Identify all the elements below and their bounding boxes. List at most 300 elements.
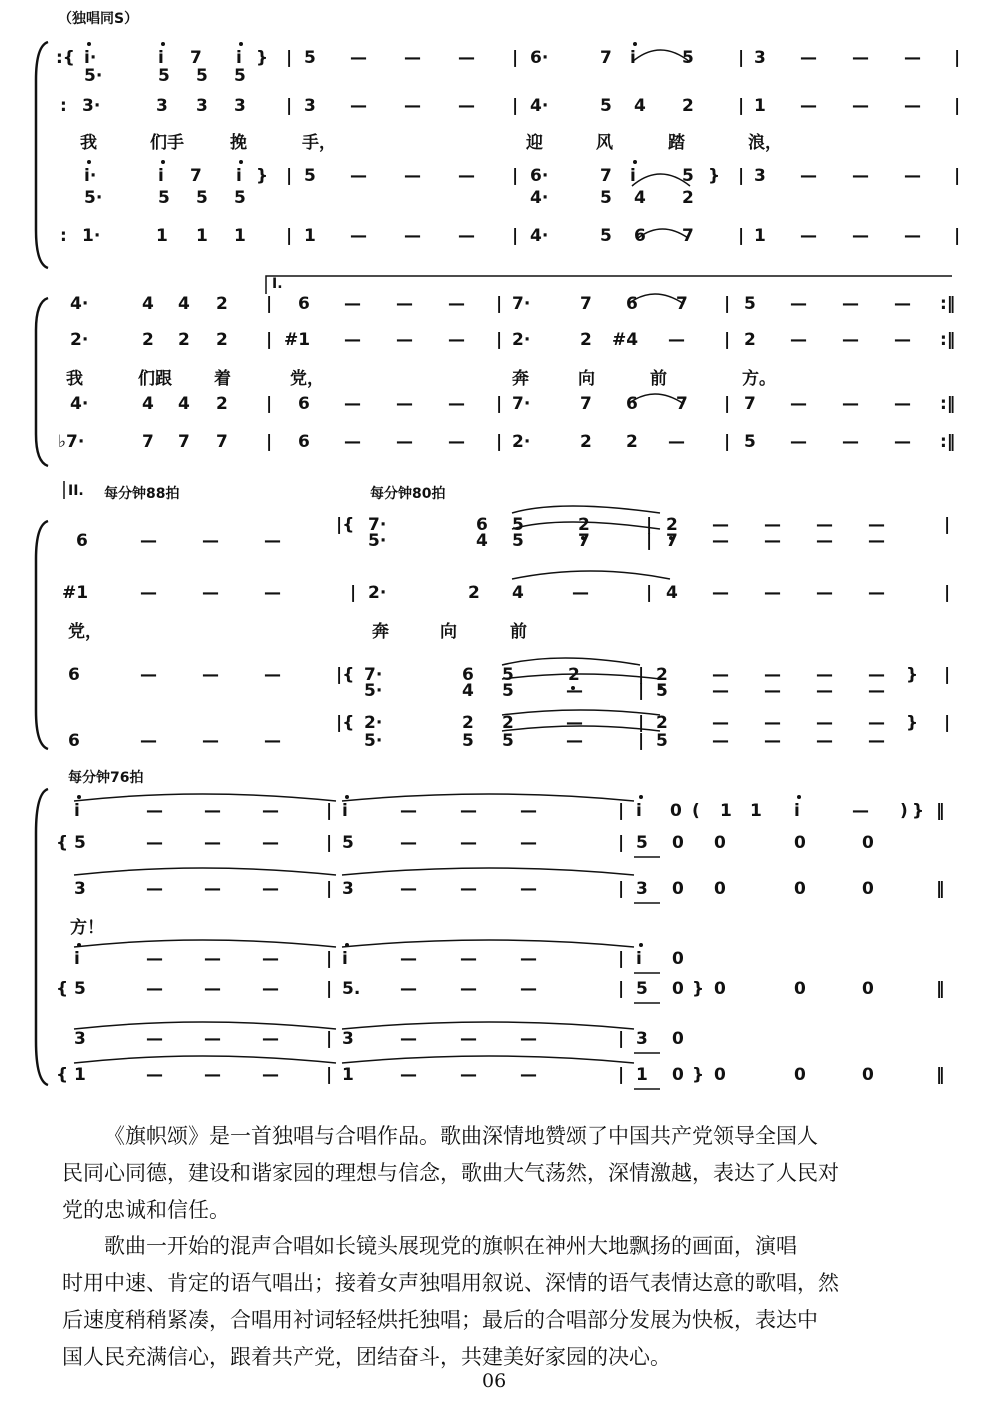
- score-token: 3: [754, 166, 766, 186]
- lyric: 党，: [68, 622, 102, 642]
- score-token: 5: [342, 833, 354, 853]
- score-token: 6: [298, 394, 310, 414]
- score-token: |: [646, 531, 653, 551]
- score-token: —: [852, 166, 869, 186]
- lyric: 方。: [742, 369, 776, 389]
- score-token: —: [400, 801, 417, 821]
- tempo-88: 每分钟88拍: [104, 486, 180, 502]
- score-token: |: [512, 166, 519, 186]
- score-token: |: [496, 330, 503, 350]
- score-token: 2: [656, 665, 668, 685]
- score-token: :: [60, 226, 67, 246]
- page-number: 06: [482, 1370, 507, 1392]
- score-token: 4·: [70, 294, 89, 314]
- score-token: 5: [234, 66, 246, 86]
- score-token: 5: [600, 188, 612, 208]
- score-token: |{: [336, 665, 355, 685]
- para2-line: 时用中速、肯定的语气唱出；接着女声独唱用叙说、深情的语气表情达意的歌唱，然: [62, 1271, 839, 1295]
- score-token: #4: [612, 330, 639, 350]
- para1-line: 民同心同德，建设和谐家园的理想与信念，歌曲大气荡然，深情激越，表达了人民对: [62, 1161, 839, 1185]
- score-token: 4: [178, 294, 190, 314]
- score-token: }: [906, 713, 919, 733]
- score-token: —: [262, 1029, 279, 1049]
- score-token: —: [868, 583, 885, 603]
- score-token: 4·: [530, 96, 549, 116]
- score-token: —: [904, 226, 921, 246]
- score-token: —: [400, 1029, 417, 1049]
- score-token: |: [286, 48, 293, 68]
- score-token: 4: [666, 583, 678, 603]
- score-token: 2·: [70, 330, 89, 350]
- score-token: 3: [234, 96, 246, 116]
- score-token: }: [692, 979, 705, 999]
- score-token: 1: [754, 96, 766, 116]
- score-token: |: [646, 583, 653, 603]
- score-token: —: [146, 833, 163, 853]
- description-paragraph-2: [62, 1228, 942, 1376]
- score-token: i·: [84, 166, 97, 186]
- score-token: —: [350, 48, 367, 68]
- score-token: —: [350, 166, 367, 186]
- score-token: 0: [672, 979, 684, 999]
- score-token: —: [842, 330, 859, 350]
- score-token: 0: [794, 879, 806, 899]
- score-token: 4: [512, 583, 524, 603]
- score-token: 5: [74, 833, 86, 853]
- score-token: —: [800, 226, 817, 246]
- lyric: 迎: [526, 133, 543, 153]
- score-token: 5: [682, 166, 694, 186]
- score-token: |: [738, 226, 745, 246]
- score-token: —: [204, 1065, 221, 1085]
- score-token: —: [202, 731, 219, 751]
- score-token: —: [712, 583, 729, 603]
- score-token: 4: [142, 294, 154, 314]
- score-token: i: [630, 48, 636, 68]
- system-1-slurs: [0, 0, 992, 270]
- score-token: —: [764, 583, 781, 603]
- score-token: 5: [158, 188, 170, 208]
- score-token: 2: [216, 394, 228, 414]
- score-token: —: [800, 166, 817, 186]
- score-token: 5: [196, 188, 208, 208]
- score-token: 7: [578, 531, 590, 551]
- score-token: 1: [750, 801, 762, 821]
- lyric: 我: [66, 369, 83, 389]
- lyric: 奔: [372, 622, 389, 642]
- score-token: —: [204, 801, 221, 821]
- score-token: —: [400, 879, 417, 899]
- score-token: 1: [720, 801, 732, 821]
- score-token: 1: [304, 226, 316, 246]
- score-token: —: [262, 801, 279, 821]
- score-token: —: [458, 48, 475, 68]
- score-token: |: [724, 294, 731, 314]
- score-token: 2: [216, 294, 228, 314]
- score-token: —: [904, 96, 921, 116]
- score-token: 0: [714, 879, 726, 899]
- score-token: —: [712, 665, 729, 685]
- score-token: —: [458, 166, 475, 186]
- score-token: —: [140, 665, 157, 685]
- score-token: —: [816, 531, 833, 551]
- score-token: |: [944, 665, 951, 685]
- score-token: (: [692, 801, 700, 821]
- score-token: |: [266, 294, 273, 314]
- score-token: —: [764, 531, 781, 551]
- score-token: }: [906, 665, 919, 685]
- score-token: —: [204, 1029, 221, 1049]
- score-token: }: [256, 48, 269, 68]
- score-token: 5: [682, 48, 694, 68]
- score-token: —: [520, 833, 537, 853]
- score-token: :‖: [940, 330, 956, 350]
- score-token: 5·: [84, 66, 103, 86]
- score-token: —: [460, 833, 477, 853]
- score-token: —: [404, 48, 421, 68]
- score-token: 7: [676, 294, 688, 314]
- score-token: |: [724, 394, 731, 414]
- score-token: :‖: [940, 432, 956, 452]
- score-token: —: [448, 330, 465, 350]
- score-token: —: [852, 226, 869, 246]
- score-token: —: [904, 166, 921, 186]
- score-token: |: [266, 330, 273, 350]
- score-token: —: [458, 226, 475, 246]
- score-token: |: [944, 583, 951, 603]
- score-token: —: [146, 1029, 163, 1049]
- volta-2-label: II.: [68, 483, 84, 499]
- score-token: ‖: [936, 1065, 945, 1085]
- score-token: —: [894, 330, 911, 350]
- score-token: 5: [502, 731, 514, 751]
- score-token: ): [900, 801, 908, 821]
- score-token: —: [400, 949, 417, 969]
- score-token: |: [954, 96, 961, 116]
- score-system-2: [0, 270, 992, 475]
- score-token: —: [404, 166, 421, 186]
- lyric: 向: [578, 369, 595, 389]
- score-token: ‖: [936, 979, 945, 999]
- score-token: 2: [682, 188, 694, 208]
- score-token: —: [566, 731, 583, 751]
- score-token: —: [852, 48, 869, 68]
- score-token: 4·: [70, 394, 89, 414]
- score-token: —: [146, 949, 163, 969]
- score-token: |: [326, 879, 333, 899]
- score-token: —: [816, 713, 833, 733]
- score-token: 7·: [364, 665, 383, 685]
- score-token: —: [400, 979, 417, 999]
- score-token: —: [852, 801, 869, 821]
- score-token: 6: [76, 531, 88, 551]
- score-token: i: [74, 801, 80, 821]
- score-token: —: [894, 294, 911, 314]
- score-token: {: [56, 1065, 69, 1085]
- score-token: 5.: [342, 979, 361, 999]
- score-token: —: [448, 394, 465, 414]
- score-token: 0: [672, 949, 684, 969]
- score-token: ‖: [936, 801, 945, 821]
- score-token: —: [460, 1029, 477, 1049]
- score-token: 5: [512, 515, 524, 535]
- score-token: 5: [636, 979, 648, 999]
- score-token: 0: [672, 879, 684, 899]
- score-token: |: [326, 801, 333, 821]
- score-token: 5: [656, 681, 668, 701]
- lyric: 奔: [512, 369, 529, 389]
- lyric: 着: [214, 369, 231, 389]
- score-token: 7: [190, 48, 202, 68]
- score-token: 4: [634, 96, 646, 116]
- score-token: —: [904, 48, 921, 68]
- score-token: —: [816, 731, 833, 751]
- score-token: —: [262, 879, 279, 899]
- score-token: —: [764, 665, 781, 685]
- score-token: |{: [336, 713, 355, 733]
- score-token: 2: [178, 330, 190, 350]
- score-token: |: [724, 330, 731, 350]
- score-token: |: [954, 48, 961, 68]
- lyric: 风: [596, 133, 613, 153]
- score-token: 2: [626, 432, 638, 452]
- score-token: —: [868, 665, 885, 685]
- score-token: 7: [190, 166, 202, 186]
- score-token: 7: [682, 226, 694, 246]
- score-token: |: [954, 166, 961, 186]
- score-token: |: [618, 833, 625, 853]
- score-token: 5: [196, 66, 208, 86]
- score-token: i: [236, 166, 242, 186]
- score-token: 5: [744, 294, 756, 314]
- score-token: |: [496, 432, 503, 452]
- score-token: 7·: [368, 515, 387, 535]
- score-token: 5: [234, 188, 246, 208]
- score-token: 1·: [82, 226, 101, 246]
- system-4-ties: [0, 765, 992, 1095]
- score-token: 3: [342, 1029, 354, 1049]
- score-token: —: [460, 1065, 477, 1085]
- score-token: 0: [714, 979, 726, 999]
- score-token: —: [764, 681, 781, 701]
- score-token: —: [712, 681, 729, 701]
- score-token: —: [202, 665, 219, 685]
- score-token: 3: [196, 96, 208, 116]
- score-system-3: [0, 475, 992, 765]
- score-token: —: [520, 879, 537, 899]
- score-token: {: [56, 979, 69, 999]
- score-token: —: [800, 48, 817, 68]
- score-token: —: [520, 1065, 537, 1085]
- score-token: |: [286, 166, 293, 186]
- score-token: —: [344, 294, 361, 314]
- score-token: |: [954, 226, 961, 246]
- score-token: |: [286, 226, 293, 246]
- score-token: —: [264, 531, 281, 551]
- score-token: —: [520, 949, 537, 969]
- tempo-80: 每分钟80拍: [370, 486, 446, 502]
- score-token: 2: [656, 713, 668, 733]
- score-token: 5: [304, 166, 316, 186]
- score-token: |{: [336, 515, 355, 535]
- score-token: —: [262, 1065, 279, 1085]
- score-token: 3: [342, 879, 354, 899]
- score-token: |: [618, 979, 625, 999]
- score-token: 7: [178, 432, 190, 452]
- score-token: —: [140, 731, 157, 751]
- score-token: —: [146, 979, 163, 999]
- score-token: 6: [476, 515, 488, 535]
- score-token: 0: [862, 979, 874, 999]
- description-paragraph-1: [62, 1118, 942, 1229]
- score-token: 6·: [530, 166, 549, 186]
- score-token: —: [448, 294, 465, 314]
- score-token: 5: [502, 681, 514, 701]
- score-token: 5: [74, 979, 86, 999]
- score-token: i: [636, 801, 642, 821]
- score-token: 4·: [530, 188, 549, 208]
- score-token: #1: [284, 330, 311, 350]
- score-token: |: [266, 432, 273, 452]
- score-token: 7: [600, 48, 612, 68]
- score-token: —: [520, 801, 537, 821]
- score-token: —: [146, 1065, 163, 1085]
- score-token: 5·: [84, 188, 103, 208]
- score-token: 0: [714, 1065, 726, 1085]
- score-token: —: [204, 949, 221, 969]
- score-token: 4: [142, 394, 154, 414]
- score-token: —: [764, 713, 781, 733]
- score-token: —: [146, 879, 163, 899]
- score-token: —: [146, 801, 163, 821]
- score-token: —: [712, 531, 729, 551]
- score-token: |: [638, 713, 645, 733]
- score-token: 6·: [530, 48, 549, 68]
- score-token: 0: [862, 833, 874, 853]
- score-token: 1: [342, 1065, 354, 1085]
- score-token: |: [326, 949, 333, 969]
- score-token: 7: [580, 294, 592, 314]
- score-token: 3: [156, 96, 168, 116]
- score-token: 0: [670, 801, 682, 821]
- score-token: 7: [676, 394, 688, 414]
- score-token: |: [738, 166, 745, 186]
- score-token: 0: [672, 1029, 684, 1049]
- score-token: 3: [636, 1029, 648, 1049]
- score-token: |: [638, 681, 645, 701]
- score-token: 0: [672, 1065, 684, 1085]
- score-token: 2·: [512, 432, 531, 452]
- score-token: —: [712, 713, 729, 733]
- score-token: 5: [304, 48, 316, 68]
- score-token: 0: [794, 979, 806, 999]
- score-token: |: [512, 96, 519, 116]
- score-token: 6: [626, 294, 638, 314]
- score-token: —: [800, 96, 817, 116]
- score-token: }: [912, 801, 925, 821]
- score-token: |: [326, 1029, 333, 1049]
- score-token: |: [738, 96, 745, 116]
- score-token: i: [630, 166, 636, 186]
- score-token: |: [350, 583, 357, 603]
- score-token: —: [458, 96, 475, 116]
- score-token: i: [158, 166, 164, 186]
- score-token: —: [350, 226, 367, 246]
- score-token: —: [668, 330, 685, 350]
- score-token: —: [842, 432, 859, 452]
- score-token: |: [944, 515, 951, 535]
- score-token: |: [618, 949, 625, 969]
- score-token: —: [572, 583, 589, 603]
- score-token: 1: [636, 1065, 648, 1085]
- score-token: —: [816, 515, 833, 535]
- lyric: 我: [80, 133, 97, 153]
- score-token: 2: [744, 330, 756, 350]
- system-3-ties: [0, 475, 992, 765]
- para2-line: 国人民充满信心，跟着共产党，团结奋斗，共建美好家园的决心。: [62, 1345, 671, 1369]
- lyric: 前: [510, 622, 527, 642]
- score-token: |: [618, 1065, 625, 1085]
- score-token: ‖: [936, 879, 945, 899]
- score-token: 0: [862, 879, 874, 899]
- score-token: —: [460, 979, 477, 999]
- score-token: —: [202, 583, 219, 603]
- score-token: —: [264, 665, 281, 685]
- score-token: —: [262, 833, 279, 853]
- score-token: 2: [462, 713, 474, 733]
- score-token: 3: [754, 48, 766, 68]
- score-token: 7: [216, 432, 228, 452]
- score-token: |: [944, 713, 951, 733]
- score-token: 5·: [364, 731, 383, 751]
- score-token: 1: [156, 226, 168, 246]
- score-token: —: [460, 949, 477, 969]
- score-token: ♭7·: [58, 432, 85, 452]
- score-token: —: [520, 1029, 537, 1049]
- score-token: 5: [502, 665, 514, 685]
- score-token: 7: [580, 394, 592, 414]
- score-token: }: [692, 1065, 705, 1085]
- score-token: —: [868, 515, 885, 535]
- score-token: —: [264, 731, 281, 751]
- score-token: |: [326, 833, 333, 853]
- score-token: —: [566, 681, 583, 701]
- score-token: i: [158, 48, 164, 68]
- score-token: 2: [502, 713, 514, 733]
- score-token: —: [668, 432, 685, 452]
- score-token: |: [738, 48, 745, 68]
- score-token: 2·: [368, 583, 387, 603]
- score-token: 4·: [530, 226, 549, 246]
- score-token: 4: [476, 531, 488, 551]
- score-token: —: [262, 979, 279, 999]
- score-system-1: [0, 0, 992, 270]
- score-token: 2: [578, 515, 590, 535]
- score-token: —: [764, 731, 781, 751]
- score-token: —: [400, 1065, 417, 1085]
- score-token: |: [638, 731, 645, 751]
- score-token: —: [894, 394, 911, 414]
- score-token: |: [724, 432, 731, 452]
- score-token: 2·: [364, 713, 383, 733]
- score-token: 7·: [512, 294, 531, 314]
- score-token: —: [396, 394, 413, 414]
- score-token: 5: [158, 66, 170, 86]
- score-token: —: [764, 515, 781, 535]
- score-token: |: [286, 96, 293, 116]
- score-token: —: [868, 531, 885, 551]
- score-token: 2: [216, 330, 228, 350]
